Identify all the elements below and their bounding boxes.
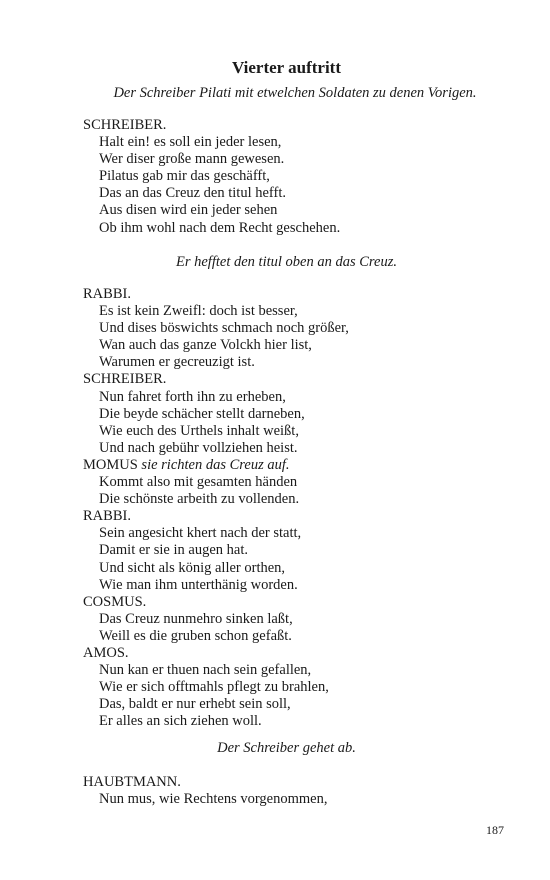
speaker-label: HAUBTMANN. [83,774,181,790]
verse-line: Das, baldt er nur erhebt sein soll, [99,696,291,713]
speaker-label: SCHREIBER. [83,371,167,388]
stage-direction-1: Er hefftet den titul oben an das Creuz. [176,254,397,270]
speaker-label: SCHREIBER. [83,117,167,133]
speaker-label: AMOS. [83,644,129,661]
speaker-label: MOMUS [83,456,138,473]
verse-line: Sein angesicht khert nach der statt, [99,525,302,542]
verse-line: Und sicht als könig aller orthen, [99,559,286,576]
verse-line: Kommt also mit gesamten händen [99,474,298,491]
verse-line: Und nach gebühr vollziehen heist. [99,439,298,456]
verse-line: Ob ihm wohl nach dem Recht geschehen. [99,219,341,236]
speaker-name [83,286,510,303]
dialogue-block-3 [83,774,510,808]
speaker-name [83,774,510,791]
verse-line: Wer diser große mann gewesen. [99,151,285,168]
speaker-name [83,508,510,525]
verse-line: Das an das Creuz den titul hefft. [99,185,286,202]
verse-line: Nun kan er thuen nach sein gefallen, [99,662,312,679]
verse-line: Die schönste arbeith zu vollenden. [99,491,300,508]
speaker-label: RABBI. [83,286,131,302]
speaker-name [83,457,510,474]
verse-line: Nun fahret forth ihn zu erheben, [99,388,286,405]
verse-line: Er alles an sich ziehen woll. [99,713,262,730]
dialogue-block-1 [83,117,510,237]
verse-line: Wie man ihm unterthänig worden. [99,576,298,593]
speaker-name [83,594,510,611]
verse-line: Pilatus gab mir das geschäfft, [99,168,270,185]
verse-line: Damit er sie in augen hat. [99,542,248,559]
page-number: 187 [486,823,504,837]
stage-direction-2: Der Schreiber gehet ab. [217,740,356,756]
verse-line: Nun mus, wie Rechtens vorgenommen, [99,791,328,808]
verse-line: Weill es die gruben schon gefaßt. [99,627,292,644]
verse-line: Halt ein! es soll ein jeder lesen, [99,134,282,151]
verse-line: Die beyde schächer stellt darneben, [99,405,305,422]
speaker-name [83,371,510,388]
speaker-name [83,117,510,134]
verse-line: Es ist kein Zweifl: doch ist besser, [99,303,298,320]
verse-line: Wan auch das ganze Volckh hier list, [99,337,312,354]
stage-direction-intro: Der Schreiber Pilati mit etwelchen Soldaten zu denen Vorigen. [113,85,477,101]
verse-line: Und dises böswichts schmach noch größer, [99,320,349,337]
verse-line: Warumen er gecreuzigt ist. [99,354,255,371]
dialogue-block-2 [83,286,510,730]
speaker-name [83,645,510,662]
speaker-aside: sie richten das Creuz auf. [141,456,290,473]
scene-heading: Vierter auftritt [231,58,342,77]
speaker-label: COSMUS. [83,593,147,610]
verse-line: Wie euch des Urthels inhalt weißt, [99,422,299,439]
speaker-label: RABBI. [83,508,131,525]
verse-line: Aus disen wird ein jeder sehen [99,202,278,219]
verse-line: Wie er sich offtmahls pflegt zu brahlen, [99,679,329,696]
verse-line: Das Creuz nunmehro sinken laßt, [99,610,293,627]
